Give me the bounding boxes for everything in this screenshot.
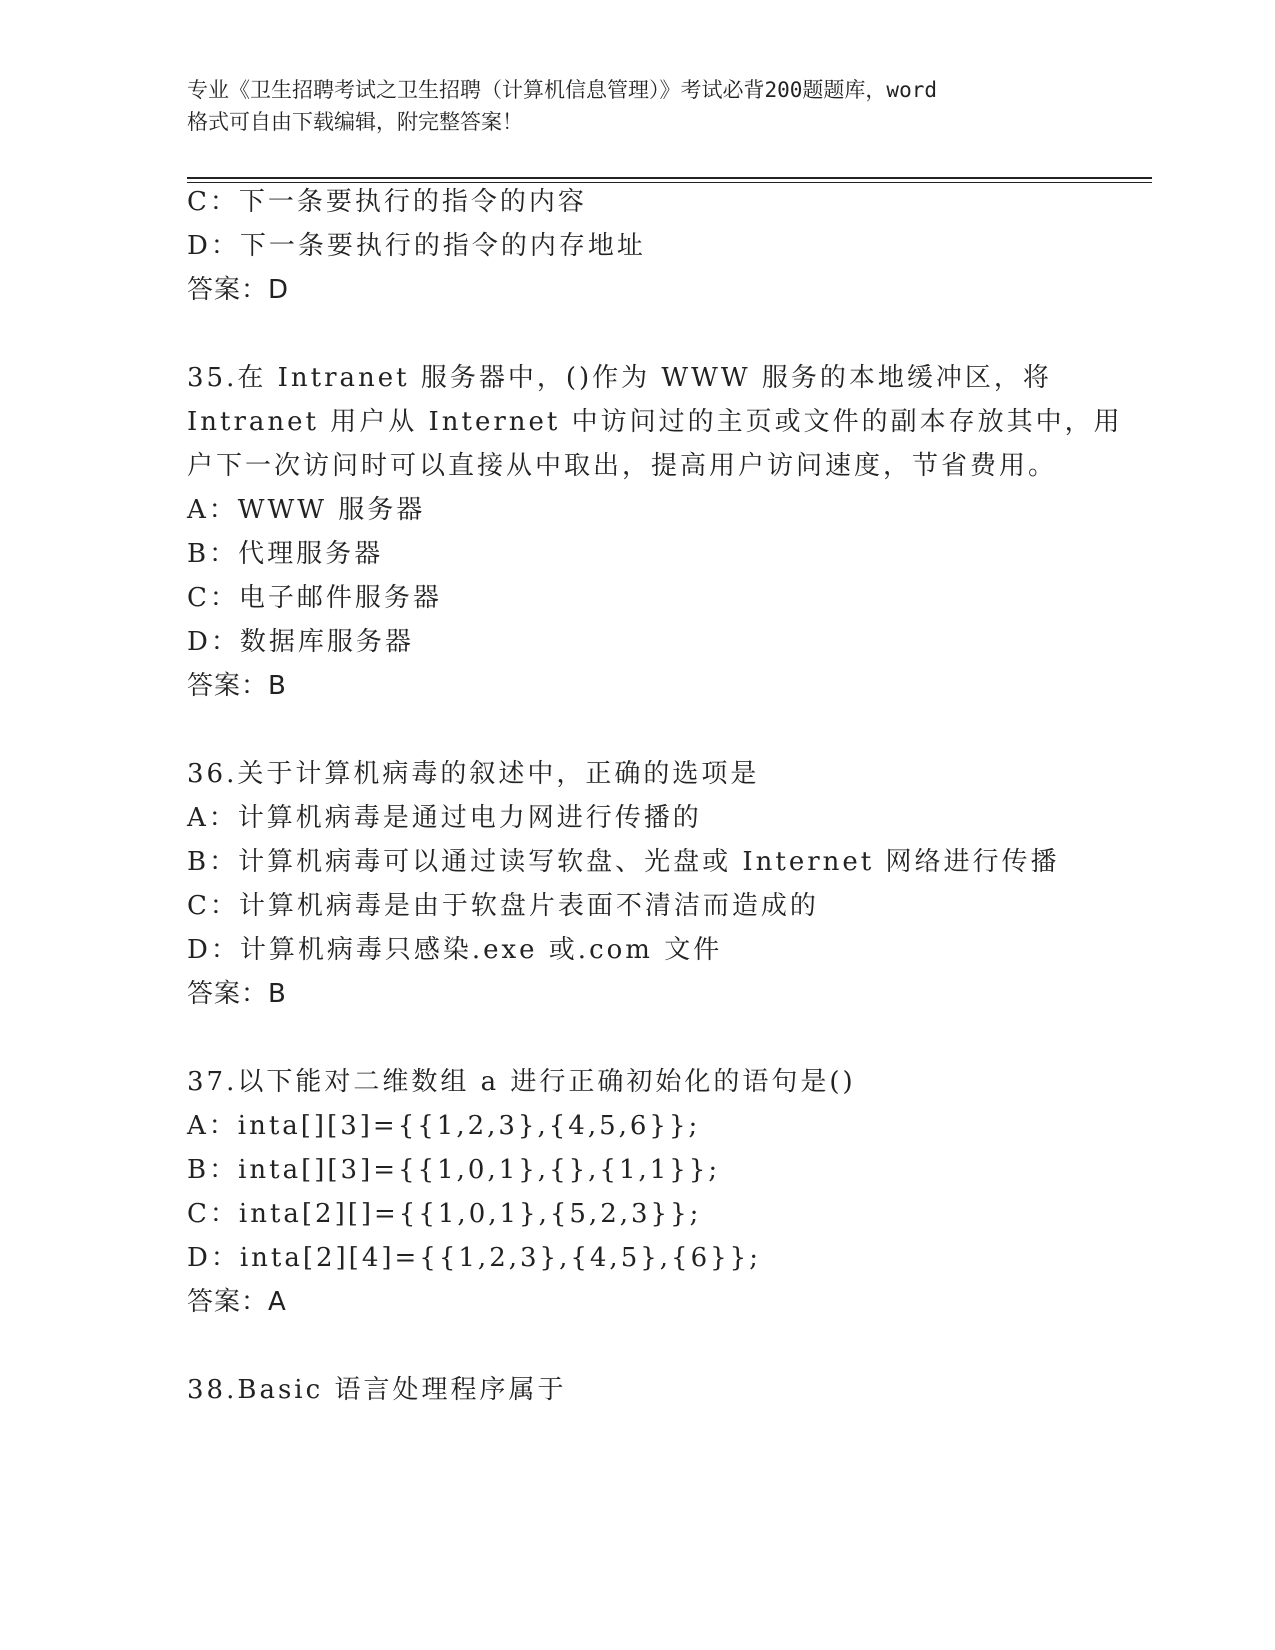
- q38-stem: 38.Basic 语言处理程序属于: [187, 1375, 567, 1405]
- q36-answer: 答案：B: [187, 979, 287, 1009]
- header-title-line-1: 专业《卫生招聘考试之卫生招聘（计算机信息管理）》考试必背200题题库，word: [187, 78, 937, 102]
- header-divider-thick: [187, 177, 1152, 179]
- q35-stem-line-1: 35.在 Intranet 服务器中，()作为 WWW 服务的本地缓冲区，将: [187, 363, 1052, 393]
- q37-option-b: B：inta[][3]={{1,0,1},{},{1,1}};: [187, 1155, 721, 1185]
- q36-option-d: D：计算机病毒只感染.exe 或.com 文件: [187, 935, 723, 965]
- q35-option-c: C：电子邮件服务器: [187, 583, 442, 613]
- q37-answer: 答案：A: [187, 1287, 287, 1317]
- q36-option-a: A：计算机病毒是通过电力网进行传播的: [187, 803, 702, 833]
- q36-option-b: B：计算机病毒可以通过读写软盘、光盘或 Internet 网络进行传播: [187, 847, 1060, 877]
- q34-option-d: D：下一条要执行的指令的内存地址: [187, 231, 646, 261]
- q35-stem-line-2: Intranet 用户从 Internet 中访问过的主页或文件的副本存放其中，用: [187, 407, 1123, 437]
- q37-stem: 37.以下能对二维数组 a 进行正确初始化的语句是(): [187, 1067, 856, 1097]
- header-title-line-2: 格式可自由下载编辑，附完整答案！: [187, 110, 523, 134]
- document-header: [187, 74, 1107, 138]
- q35-option-b: B：代理服务器: [187, 539, 384, 569]
- q34-answer: 答案：D: [187, 275, 290, 305]
- q35-option-a: A：WWW 服务器: [187, 495, 426, 525]
- q37-option-d: D：inta[2][4]={{1,2,3},{4,5},{6}};: [187, 1243, 761, 1273]
- q36-option-c: C：计算机病毒是由于软盘片表面不清洁而造成的: [187, 891, 819, 921]
- q35-option-d: D：数据库服务器: [187, 627, 414, 657]
- q37-option-a: A：inta[][3]={{1,2,3},{4,5,6}};: [187, 1111, 701, 1141]
- q35-stem-line-3: 户下一次访问时可以直接从中取出，提高用户访问速度，节省费用。: [187, 451, 1058, 481]
- q35-answer: 答案：B: [187, 671, 287, 701]
- q34-option-c: C：下一条要执行的指令的内容: [187, 187, 587, 217]
- q37-option-c: C：inta[2][]={{1,0,1},{5,2,3}};: [187, 1199, 702, 1229]
- header-divider-thin: [187, 182, 1152, 183]
- q36-stem: 36.关于计算机病毒的叙述中，正确的选项是: [187, 759, 760, 789]
